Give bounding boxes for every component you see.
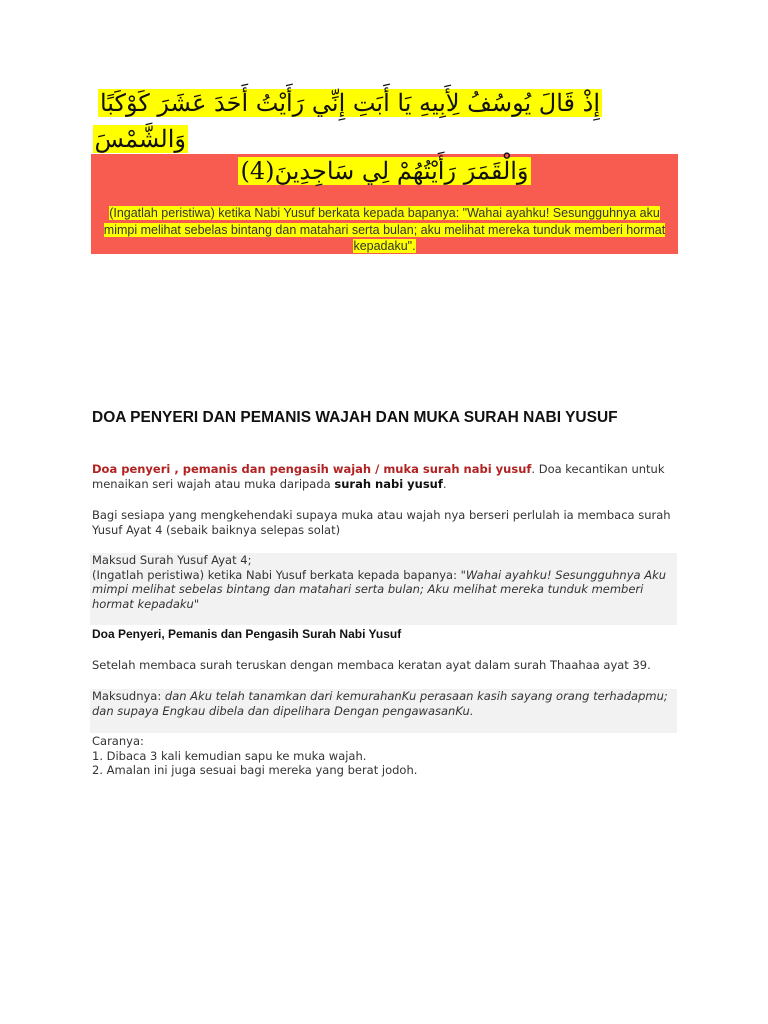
maksud-prefix: (Ingatlah peristiwa) ketika Nabi Yusuf berkata kepada bapanya: ": [92, 567, 466, 582]
arabic-verse-line-2: [93, 124, 188, 154]
caranya-step: 1. Dibaca 3 kali kemudian sapu ke muka wajah.: [92, 748, 367, 763]
maksudnya-paragraph: [92, 689, 672, 718]
instruction-paragraph: Bagi sesiapa yang mengkehendaki supaya muka atau wajah nya berseri perlulah ia membaca surah Yusuf Ayat 4 (sebaik baiknya selepas solat): [92, 508, 671, 537]
arabic-verse-line-1: [98, 88, 602, 118]
verse-translation-text: (Ingatlah peristiwa) ketika Nabi Yusuf berkata kepada bapanya: "Wahai ayahku! Sesungguhnya aku mimpi melihat sebelas bintang dan matahari serta bulan; aku melihat mereka tunduk memberi hormat kepadaku".: [103, 206, 666, 253]
intro-bold-text: surah nabi yusuf: [334, 476, 443, 491]
maksud-paragraph: [92, 553, 672, 611]
maksud-italic: Wahai ayahku! Sesungguhnya Aku mimpi melihat sebelas bintang dan matahari serta bulan; Aku melihat mereka tunduk memberi hormat kepadaku: [92, 567, 667, 611]
caranya-section: [92, 734, 672, 778]
caranya-label: Caranya:: [92, 734, 144, 748]
subheading: Doa Penyeri, Pemanis dan Pengasih Surah Nabi Yusuf: [92, 627, 402, 641]
article-title: DOA PENYERI DAN PEMANIS WAJAH DAN MUKA SURAH NABI YUSUF: [92, 409, 618, 426]
arabic-verse-line-3-text: وَالْقَمَرَ رَأَيْتُهُمْ لِي سَاجِدِينَ(4): [240, 157, 529, 185]
maksud-suffix: ": [193, 596, 200, 611]
caranya-step: 2. Amalan ini juga sesuai bagi mereka yang berat jodoh.: [92, 763, 418, 777]
intro-link-text[interactable]: Doa penyeri , pemanis dan pengasih wajah / muka surah nabi yusuf: [92, 462, 532, 476]
thaahaa-paragraph: Setelah membaca surah teruskan dengan membaca keratan ayat dalam surah Thaahaa ayat 39.: [92, 658, 651, 672]
maksudnya-label: Maksudnya:: [92, 689, 165, 703]
verse-highlight-block: [91, 154, 678, 254]
arabic-verse-line-3: [91, 156, 678, 186]
maksud-label: Maksud Surah Yusuf Ayat 4;: [92, 553, 252, 567]
verse-translation: [95, 205, 674, 255]
intro-paragraph: [92, 462, 672, 491]
intro-end: .: [442, 476, 447, 491]
arabic-verse-line-2-text: وَالشَّمْسَ: [94, 125, 186, 153]
arabic-verse-line-1-text: إِذْ قَالَ يُوسُفُ لِأَبِيهِ يَا أَبَتِ إِنِّي رَأَيْتُ أَحَدَ عَشَرَ كَوْكَبًا: [99, 89, 600, 117]
maksudnya-italic: dan Aku telah tanamkan dari kemurahanKu perasaan kasih sayang orang terhadapmu; dan supaya Engkau dibela dan dipelihara Dengan pengawasanKu.: [92, 689, 668, 718]
intro-text: . Doa kecantikan untuk menaikan seri wajah atau muka daripada: [92, 462, 665, 491]
maksud-body: [92, 568, 672, 612]
